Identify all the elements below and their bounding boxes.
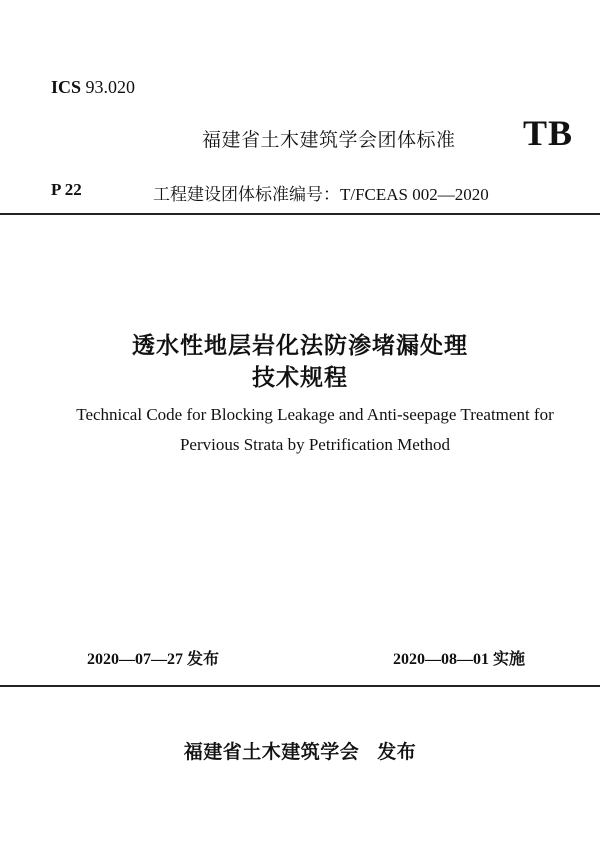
ics-classification (51, 77, 135, 98)
classification-row (51, 180, 571, 205)
ics-label: ICS (51, 77, 82, 97)
publish-date-value: 2020—07—27 (87, 651, 183, 668)
english-title-line-1: Technical Code for Blocking Leakage and Anti-seepage Treatment for (76, 405, 554, 424)
standard-number-label: 工程建设团体标准编号： (153, 185, 340, 205)
english-title-line-2: Pervious Strata by Petrification Method (179, 435, 451, 454)
p-code: P 22 (51, 180, 82, 199)
publish-date (87, 646, 219, 669)
chinese-title-line-2: 技术规程 (252, 365, 348, 391)
organization-standard-title: 福建省土木建筑学会团体标准 (202, 129, 456, 151)
effective-date-value: 2020—08—01 (393, 651, 489, 668)
publish-action: 发布 (187, 649, 220, 668)
publisher (0, 737, 600, 764)
top-divider (0, 213, 600, 215)
effective-date (393, 646, 525, 669)
chinese-title-line-1: 透水性地层岩化法防渗堵漏处理 (132, 333, 468, 359)
publisher-action: 发布 (377, 741, 417, 763)
effective-action: 实施 (493, 649, 526, 668)
publisher-name: 福建省土木建筑学会 (183, 741, 360, 763)
standard-number (153, 180, 489, 205)
ics-code: 93.020 (85, 77, 136, 97)
standard-number-code: T/FCEAS 002—2020 (340, 185, 489, 204)
bottom-divider (0, 685, 600, 687)
tb-mark: TB (522, 113, 573, 153)
